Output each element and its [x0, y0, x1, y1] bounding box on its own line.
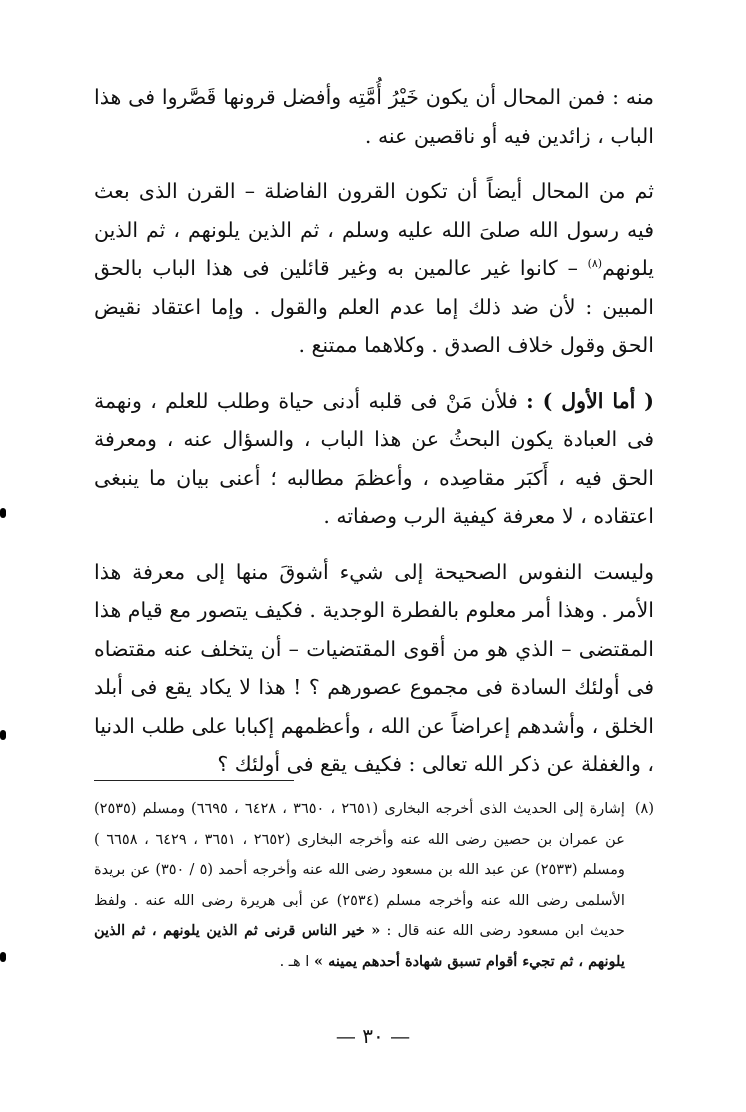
margin-mark [0, 952, 6, 962]
margin-mark [0, 508, 6, 518]
paragraph-2 [94, 172, 654, 365]
footnote-separator [94, 780, 294, 781]
paragraph-2-part-a: ثم من المحال أيضاً أن تكون القرون الفاضلة – القرن الذى بعث فيه رسول الله صلىَ الله عليه وسلم ، ثم الذين يلونهم ، ثم الذين يلونهم [94, 179, 654, 280]
paragraph-3-text: فلأن مَنْ فى قلبه أدنى حياة وطلب للعلم ، ونهمة فى العبادة يكون البحثُ عن هذا الباب ، والسؤال عنه ، ومعرفة الحق فيه ، أَكبَر مقاصِده ، وأعظمَ مطالبه ؛ أعنى بيان ما ينبغى اعتقاده ، لا معرفة كيفية الرب وصفاته . [94, 388, 654, 528]
footnote-item [94, 794, 654, 977]
footnote-quote: « خير الناس قرنى ثم الذين يلونهم ، ثم الذين يلونهم ، ثم تجيء أقوام تسبق شهادة أحدهم يمينه » [94, 922, 625, 970]
footnote-text: إشارة إلى الحديث الذى أخرجه البخارى (٢٦٥١ ، ٣٦٥٠ ، ٦٤٢٨ ، ٦٦٩٥) ومسلم (٢٥٣٥) عن عمران بن حصين رضى الله عنه وأخرجه البخارى (٢٦٥٢ ، ٣٦٥١ ، ٦٤٢٩ ، ٦٦٥٨ ) ومسلم (٢٥٣٣) عن عبد الله بن مسعود رضى الله عنه وأخرجه أحمد (٥ / ٣٥٠) عن بريدة الأسلمى رضى الله عنه وأخرجه مسلم (٢٥٣٤) عن أبى هريرة رضى الله عنه . ولفظ حديث ابن مسعود رضى الله عنه قال : [94, 801, 625, 939]
page-number: — ٣٠ — [335, 1024, 411, 1048]
main-text [94, 78, 654, 784]
footnote-body [94, 794, 625, 977]
footnotes [94, 794, 654, 977]
paragraph-2-part-b: – كانوا غير عالمين به وغير قائلين فى هذا الباب بالحق المبين : لأن ضد ذلك إما عدم العلم والقول . وإما اعتقاد نقيض الحق وقول خلاف الصدق . وكلاهما ممتنع . [94, 256, 654, 357]
section-lead: ( أما الأول ) : [526, 388, 654, 413]
paragraph-3 [94, 382, 654, 536]
footnote-reference[interactable]: (٨) [587, 257, 603, 271]
footnote-ending: ا هـ . [279, 953, 310, 970]
paragraph-4: وليست النفوس الصحيحة إلى شيء أشوقَ منها إلى معرفة هذا الأمر . وهذا أمر معلوم بالفطرة الوجدية . فكيف يتصور مع قيام هذا المقتضى – الذي هو من أقوى المقتضيات – أن يتخلف عنه مقتضاه فى أولئك السادة فى مجموع عصورهم ؟ ! هذا لا يكاد يقع فى أبلد الخلق ، وأشدهم إعراضاً عن الله ، وأعظمهم إكبابا على طلب الدنيا ، والغفلة عن ذكر الله تعالى : فكيف يقع فى أولئك ؟ [94, 559, 654, 776]
margin-mark [0, 730, 6, 740]
paragraph-1: منه : فمن المحال أن يكون خَيْرُ أُمَّتِه وأفضل قرونها قَصَّروا فى هذا الباب ، زائدين فيه أو ناقصين عنه . [94, 85, 654, 148]
footnote-number: (٨) [634, 801, 654, 817]
